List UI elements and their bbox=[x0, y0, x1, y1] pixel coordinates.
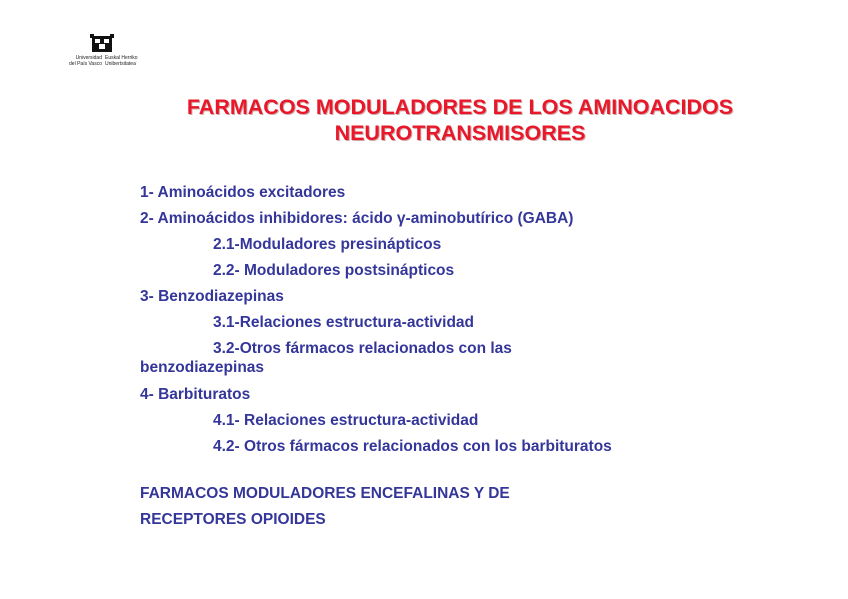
title-line-2: NEUROTRANSMISORES bbox=[334, 121, 586, 145]
university-emblem-icon bbox=[90, 34, 114, 54]
outline-item-1: 1- Aminoácidos excitadores bbox=[140, 184, 346, 201]
outline-item-4-2: 4.2- Otros fármacos relacionados con los barbituratos bbox=[213, 438, 612, 455]
outline-item-4: 4- Barbituratos bbox=[140, 386, 251, 403]
university-logo bbox=[62, 34, 142, 68]
logo-text-basque: Euskal Herriko Unibertsitatea bbox=[105, 55, 138, 67]
footer-heading-line-2: RECEPTORES OPIOIDES bbox=[140, 511, 326, 528]
outline-item-2-1: 2.1-Moduladores presinápticos bbox=[213, 236, 442, 253]
outline-item-4-1: 4.1- Relaciones estructura-actividad bbox=[213, 412, 479, 429]
logo-text-spanish: Universidad del País Vasco bbox=[69, 55, 102, 67]
footer-heading-line-1: FARMACOS MODULADORES ENCEFALINAS Y DE bbox=[140, 485, 510, 502]
outline-item-2: 2- Aminoácidos inhibidores: ácido γ-aminobutírico (GABA) bbox=[140, 210, 574, 227]
slide-title bbox=[100, 94, 820, 146]
outline-list bbox=[140, 182, 800, 533]
outline-item-2-2: 2.2- Moduladores postsinápticos bbox=[213, 262, 455, 279]
outline-item-3: 3- Benzodiazepinas bbox=[140, 288, 284, 305]
outline-item-3-1: 3.1-Relaciones estructura-actividad bbox=[213, 314, 475, 331]
title-line-1: FARMACOS MODULADORES DE LOS AMINOACIDOS bbox=[186, 95, 734, 119]
outline-item-3-2: 3.2-Otros fármacos relacionados con las bbox=[213, 340, 512, 357]
outline-item-3-2-continued: benzodiazepinas bbox=[140, 359, 265, 376]
